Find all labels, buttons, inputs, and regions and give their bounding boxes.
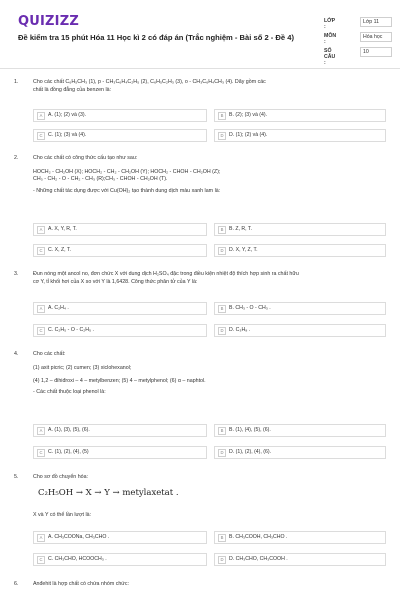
meta-grade-value: Lớp 11 [360,17,392,27]
option-badge: B [218,226,226,234]
option-5d[interactable] [214,553,386,566]
question-line: Đun nóng một ancol no, đơn chức X với dung dịch H₂SO₄ đặc trong điều kiện nhiệt độ thích hợp sinh ra chất hữu [33,271,299,277]
question-line: Cho các chất C₆H₅CH₃ (1), p - CH₃C₆H₄C₂H₅ (2), C₆H₅C₂H₃ (3), o - CH₃C₆H₄CH₃ (4). Dãy gồm các [33,79,266,85]
option-badge: B [218,112,226,120]
option-5a[interactable] [33,531,207,544]
option-text: B. CH₃COOH, CH₃CHO . [229,534,288,540]
question-number: 4. [14,351,19,357]
question-line: (4) 1,2 – đihiđroxi – 4 – metylbenzen; (5) 4 – metylphenol; (6) α – naphtol. [33,378,206,385]
option-1d[interactable] [214,129,386,142]
option-badge: B [218,427,226,435]
option-text: B. (2); (3) và (4). [229,112,268,118]
option-text: C. (1); (3) và (4). [48,132,87,138]
question-text [33,581,378,589]
reaction-scheme: C₂H₅OH → X → Y → metylaxetat . [38,488,179,498]
option-1c[interactable] [33,129,207,142]
meta-grade-label: LỚP : [324,18,335,30]
option-text: B. Z, R, T. [229,226,252,232]
option-4b[interactable] [214,424,386,437]
option-1a[interactable] [33,109,207,122]
question-line: X và Y có thể lần lượt là: [33,512,92,518]
option-text: B. CH₃ - O - CH₃ . [229,305,271,311]
page-title: Đề kiểm tra 15 phút Hóa 11 Học kì 2 có đáp án (Trắc nghiệm - Bài số 2 - Đề 4) [18,33,294,42]
question-line: - Các chất thuộc loại phenol là: [33,388,106,395]
header [0,0,400,68]
question-text [33,351,378,396]
option-2c[interactable] [33,244,207,257]
question-text [33,155,378,195]
question-text [33,474,378,482]
question-line: - Những chất tác dụng được với Cu(OH)₂ tạo thành dung dịch màu xanh lam là: [33,187,221,194]
option-text: D. X, Y, Z, T. [229,247,258,253]
option-badge: D [218,556,226,564]
option-1b[interactable] [214,109,386,122]
question-line: Cho sơ đồ chuyển hóa: [33,474,89,480]
option-badge: B [218,305,226,313]
option-3a[interactable] [33,302,207,315]
option-badge: C [37,327,45,335]
quizizz-logo: QUIZIZZ [18,14,79,29]
meta-count-label: SỐ CÂU : [324,48,336,66]
option-3b[interactable] [214,302,386,315]
option-badge: A [37,534,45,542]
question-line: Cho các chất: [33,351,66,357]
option-text: D. C₃H₈ . [229,327,251,333]
question-line: (1) axit picric; (2) cumen; (3) xiclohexanol; [33,364,132,371]
option-4c[interactable] [33,446,207,459]
option-badge: A [37,226,45,234]
option-badge: D [218,449,226,457]
option-4d[interactable] [214,446,386,459]
option-5b[interactable] [214,531,386,544]
option-badge: C [37,556,45,564]
question-number: 1. [14,79,19,85]
option-4a[interactable] [33,424,207,437]
question-number: 2. [14,155,19,161]
option-badge: D [218,247,226,255]
option-text: C. (1), (2), (4), (5) [48,449,89,455]
meta-count-value: 10 [360,47,392,57]
option-text: C. CH₃CHO, HCOOCH₃ . [48,556,107,562]
question-line: cơ Y, tỉ khối hơi của X so với Y là 1,6428. Công thức phân tử của Y là: [33,278,198,285]
option-badge: C [37,132,45,140]
option-badge: D [218,327,226,335]
question-line: chất là đồng đẳng của benzen là: [33,86,112,93]
option-text: A. CH₃COONa, CH₃CHO . [48,534,110,540]
option-2b[interactable] [214,223,386,236]
question-line: HOCH₂ - CH₂OH (X); HOCH₂ - CH₂ - CH₂OH (Y); HOCH₂ - CHOH - CH₂OH (Z); [33,168,221,175]
option-text: A. C₂H₄ . [48,305,69,311]
question-number: 6. [14,581,19,587]
option-text: C. X, Z, T. [48,247,71,253]
option-text: A. (1), (3), (5), (6). [48,427,90,433]
option-badge: A [37,305,45,313]
question-line: Cho các chất có công thức cấu tạo như sau: [33,155,138,161]
meta-subject-label: MÔN : [324,33,337,45]
option-badge: D [218,132,226,140]
option-text: B. (1), (4), (5), (6). [229,427,271,433]
question-line: CH₃ - CH₂ - O - CH₂ - CH₃ (R);CH₃ - CHOH - CH₂OH (T). [33,176,168,183]
option-text: C. C₂H₅ - O - C₂H₅ . [48,327,94,333]
option-badge: A [37,427,45,435]
question-number: 5. [14,474,19,480]
header-divider [0,68,400,69]
option-badge: C [37,449,45,457]
meta-subject-value: Hóa học [360,32,392,42]
question-number: 3. [14,271,19,277]
option-text: A. (1); (2) và (3). [48,112,87,118]
option-badge: B [218,534,226,542]
question-line: Anđehit là hợp chất có chứa nhóm chức: [33,581,129,587]
question-text [33,79,378,94]
option-3c[interactable] [33,324,207,337]
option-text: D. (1), (2), (4), (6). [229,449,272,455]
option-text: D. CH₃CHO, CH₃COOH . [229,556,288,562]
option-3d[interactable] [214,324,386,337]
option-5c[interactable] [33,553,207,566]
option-text: A. X, Y, R, T. [48,226,77,232]
option-badge: C [37,247,45,255]
option-badge: A [37,112,45,120]
option-2d[interactable] [214,244,386,257]
question-text [33,271,378,286]
option-2a[interactable] [33,223,207,236]
option-text: D. (1); (2) và (4). [229,132,268,138]
